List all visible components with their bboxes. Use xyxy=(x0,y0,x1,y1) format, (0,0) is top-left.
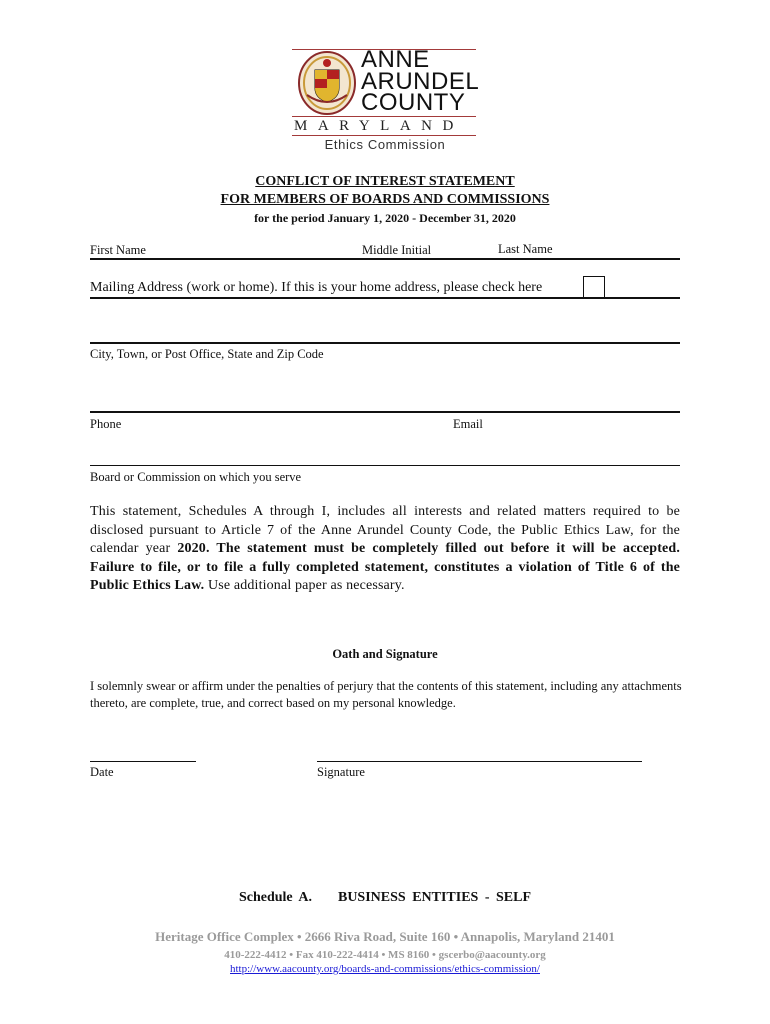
last-name-label: Last Name xyxy=(498,242,553,256)
email-label: Email xyxy=(453,417,483,431)
county-seal-icon xyxy=(297,50,357,116)
signature-label: Signature xyxy=(317,765,365,779)
form-title: CONFLICT OF INTEREST STATEMENT xyxy=(255,174,515,189)
phone-label: Phone xyxy=(90,417,122,431)
middle-initial-label: Middle Initial xyxy=(362,243,432,257)
form-period: for the period January 1, 2020 - December 31, 2020 xyxy=(254,211,516,225)
board-commission-label: Board or Commission on which you serve xyxy=(90,470,302,484)
footer-contact: 410-222-4412 • Fax 410-222-4414 • MS 8160 • gscerbo@aacounty.org xyxy=(224,949,546,961)
logo-subtitle: Ethics Commission xyxy=(324,137,446,152)
mailing-address-line[interactable] xyxy=(90,297,680,299)
name-field-line[interactable] xyxy=(90,258,680,260)
form-subtitle: FOR MEMBERS OF BOARDS AND COMMISSIONS xyxy=(220,192,550,207)
first-name-label: First Name xyxy=(90,243,146,257)
city-state-zip-line[interactable] xyxy=(90,411,680,413)
logo-bottom-rule xyxy=(292,135,476,136)
logo-line-anne: ANNE xyxy=(361,46,430,73)
schedule-heading: Schedule A. BUSINESS ENTITIES - SELF xyxy=(238,890,532,905)
city-state-zip-label: City, Town, or Post Office, State and Zip Code xyxy=(90,347,324,361)
mailing-address-label: Mailing Address (work or home). If this is your home address, please check here xyxy=(90,280,543,295)
date-label: Date xyxy=(90,765,114,779)
oath-text: I solemnly swear or affirm under the penalties of perjury that the contents of this statement, including any attachments thereto, are complete, true, and correct based on my personal knowledge. xyxy=(90,679,682,710)
address-line-2[interactable] xyxy=(90,342,680,344)
footer-website-link[interactable]: http://www.aacounty.org/boards-and-commissions/ethics-commission/ xyxy=(230,963,540,975)
oath-heading: Oath and Signature xyxy=(332,647,438,661)
date-field-line[interactable] xyxy=(90,761,196,762)
logo-line-arundel: ARUNDEL xyxy=(361,68,480,95)
phone-email-line[interactable] xyxy=(90,465,680,466)
logo-line-county: COUNTY xyxy=(361,89,466,116)
signature-field-line[interactable] xyxy=(317,761,642,762)
footer-address: Heritage Office Complex • 2666 Riva Road, Suite 160 • Annapolis, Maryland 21401 xyxy=(155,929,615,944)
logo-mid-rule xyxy=(292,116,476,117)
logo-state: MARYLAND xyxy=(294,118,464,134)
statement-paragraph: This statement, Schedules A through I, includes all interests and related matters required to be disclosed pursuant to Article 7 of the Anne Arundel County Code, the Public Ethics Law, for the calendar year 2020. The statement must be completely filled out before it will be accepted. Failure to file, or to file a fully completed statement, constitutes a violation of Title 6 of the Public Ethics Law. Use additional paper as necessary. xyxy=(90,504,680,593)
home-address-checkbox[interactable] xyxy=(583,276,605,299)
